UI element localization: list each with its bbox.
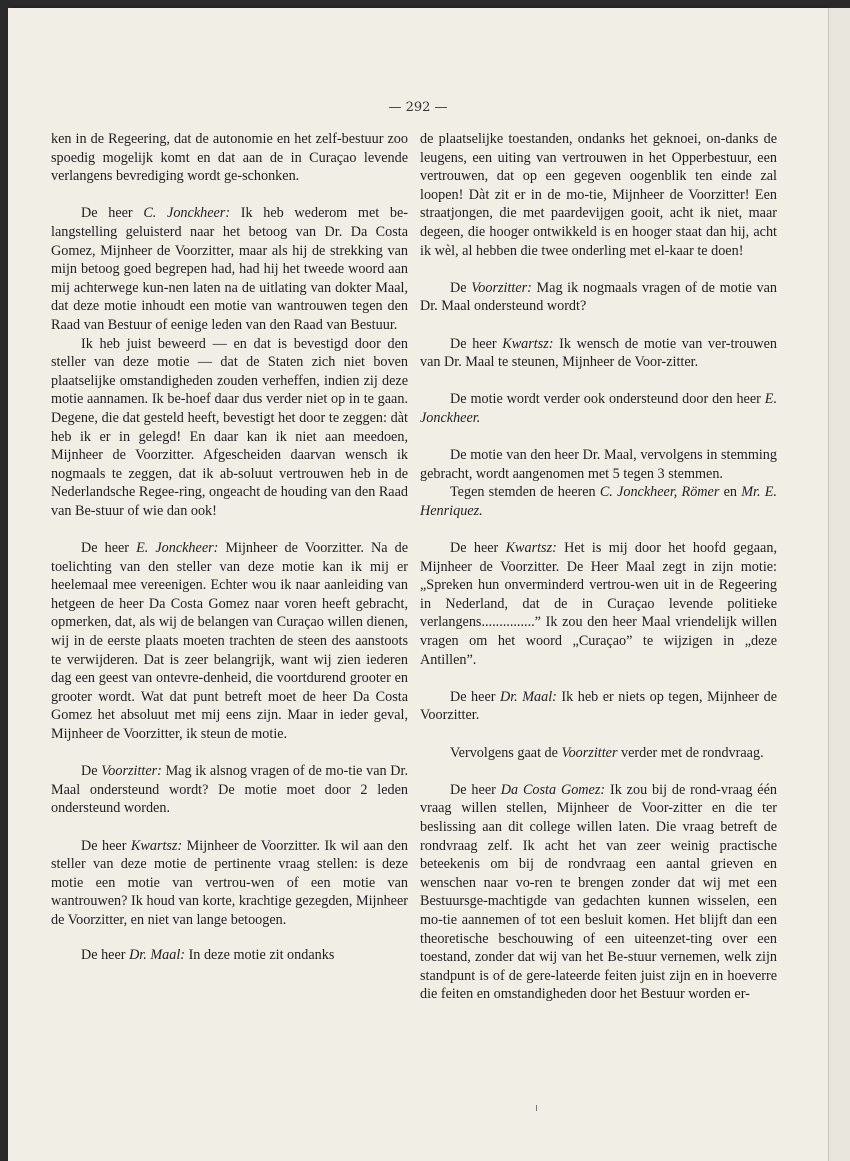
paragraph: De heer Dr. Maal: Ik heb er niets op tegen, Mijnheer de Voorzitter. — [420, 688, 777, 724]
speaker-name: Kwartsz: — [505, 540, 557, 557]
paragraph: De motie van den heer Dr. Maal, vervolgens in stemming gebracht, wordt aangenomen met 5 tegen 3 stemmen. — [420, 447, 777, 482]
speaker-name: C. Jonckheer, Römer — [599, 484, 720, 501]
scan-speck — [536, 1105, 537, 1111]
speaker-name: Dr. Maal: — [129, 946, 186, 963]
paragraph: De Voorzitter: Mag ik nogmaals vragen of de motie van Dr. Maal ondersteund wordt? — [420, 279, 777, 315]
right-column — [420, 130, 777, 1004]
page-number: — 292 — — [388, 100, 448, 115]
paragraph: De heer Dr. Maal: In deze motie zit ondanks — [81, 946, 335, 963]
speaker-name: Mr. E. Henriquez. — [420, 484, 777, 519]
speaker-name: Kwartsz: — [130, 837, 183, 854]
next-page-edge — [828, 8, 850, 1161]
speaker-name: E. Jonckheer: — [136, 540, 219, 557]
paragraph: De heer Kwartsz: Mijnheer de Voorzitter. Ik wil aan den steller van deze motie de pertinente vraag stellen: is deze motie een motie van vertrou-wen of een motie van wantrouwen? Ik houd van korte, krachtige gezegden, Mijnheer de Voorzitter, en niet van lange betoogen. — [51, 837, 408, 928]
speaker-name: Kwartsz: — [502, 335, 554, 352]
paragraph: ken in de Regeering, dat de autonomie en het zelf-bestuur zoo spoedig mogelijk komt en dat aan de in Curaçao levende verlangens bevrediging wordt ge-schonken. — [51, 131, 408, 185]
speaker-name: Da Costa Gomez: — [500, 781, 606, 798]
paragraph: De heer Da Costa Gomez: Ik zou bij de rond-vraag één vraag willen stellen, Mijnheer de Voor-zitter en die ter beslissing aan dit college willen laten. Die vraag betreft de rondvraag zelf. Ik acht het van zeer weinig practische beteekenis om bij de rondvraag een aantal grieven en wenschen naar vo-ren te brengen zonder dat wij met een Bestuursge-machtigde van gedachten kunnen wisselen, een mo-tie aannemen of tot een besluit komen. Het blijft dan een theoretische beschouwing of een uiteenzet-ting over een toestand, zonder dat wij van het Be-stuur vernemen, welk zijn standpunt is of de gere-lateerde feiten juist zijn en in hoeverre die feiten en omstandigheden door het Bestuur worden er- — [420, 781, 777, 1003]
speaker-name: E. Jonckheer. — [420, 391, 777, 426]
speaker-name: Voorzitter: — [101, 763, 162, 780]
speaker-name: Voorzitter: — [471, 279, 532, 296]
paragraph: Tegen stemden de heeren C. Jonckheer, Römer en Mr. E. Henriquez. — [420, 484, 777, 519]
paragraph: De Voorzitter: Mag ik alsnog vragen of de mo-tie van Dr. Maal ondersteund wordt? De motie moet door 2 leden ondersteund worden. — [51, 763, 408, 817]
document-page — [8, 8, 828, 1161]
paragraph: De motie wordt verder ook ondersteund door den heer E. Jonckheer. — [420, 391, 777, 426]
paragraph: Vervolgens gaat de Voorzitter verder met de rondvraag. — [450, 744, 764, 761]
paragraph: Ik heb juist beweerd — en dat is bevestigd door den steller van deze motie — dat de Staten zich niet boven plaatselijke omstandigheden zouden verheffen, indien zij deze motie aannamen. Ik be-hoef daar dus verder niet op in te gaan. Degene, die dat gesteld heeft, bevestigt het door te zeggen: dàt heb ik er in gelegd! En daar kan ik niet aan meedoen, Mijnheer de Voorzitter. Afgescheiden daarvan wensch ik nogmaals te zeggen, dat ik ab-soluut vertrouwen heb in de Nederlandsche Regee-ring, ongeacht de houding van den Raad van Be-stuur of wie dan ook! — [51, 335, 408, 519]
speaker-name: Dr. Maal: — [499, 688, 557, 705]
paragraph: De heer Kwartsz: Ik wensch de motie van ver-trouwen van Dr. Maal te steunen, Mijnheer de Voor-zitter. — [420, 335, 777, 371]
speaker-name: Voorzitter — [561, 744, 618, 761]
paragraph: de plaatselijke toestanden, ondanks het geknoei, on-danks de leugens, een uiting van vertrouwen in het Opperbestuur, een vertrouwen, dat op een gegeven oogenblik ten einde zal loopen! Dàt zit er in de mo-tie, Mijnheer de Voorzitter! Een straatjongen, die met paardevijgen gooit, acht ik niet, maar degeen, die hooger ontwikkeld is en hooger staat dan hij, acht ik wèl, al hebben die twee onderling met el-kaar te doen! — [420, 131, 777, 259]
speaker-name: C. Jonckheer: — [143, 205, 231, 222]
paragraph: De heer C. Jonckheer: Ik heb wederom met be-langstelling geluisterd naar het betoog van Dr. Da Costa Gomez, Mijnheer de Voorzitter, maar als hij de strekking van mijn betoog goed begrepen had, had hij het tweede woord aan mij achterwege kun-nen laten na de uitlating van dokter Maal, dat deze motie inhoudt een motie van wantrouwen tegen den Raad van Bestuur of eenige leden van den Raad van Bestuur. — [51, 205, 408, 333]
paragraph: De heer Kwartsz: Het is mij door het hoofd gegaan, Mijnheer de Voorzitter. De Heer Maal zegt in zijn motie: „Spreken hun onverminderd vertrou-wen uit in de Regeering in Nederland, dat de in Curaçao levende politieke verlangens...............” Ik zou den heer Maal vriendelijk willen vragen om het woord „Curaçao” te wijzigen in „deze Antillen”. — [420, 540, 777, 668]
left-column — [51, 130, 408, 964]
paragraph: De heer E. Jonckheer: Mijnheer de Voorzitter. Na de toelichting van den steller van deze motie kan ik mij er heelemaal mee vereenigen. Echter wou ik naar aanleiding van hetgeen de heer Da Costa Gomez naar voren heeft gebracht, opmerken, dat, als wij de belangen van Curaçao willen dienen, wij in de eerste plaats moeten trachten de steen des aanstoots te verwijderen. Dat is zeer belangrijk, want wij zien iederen dag een geest van ontevre-denheid, die voortdurend grooter en grooter wordt. Wat dat punt betreft moet de heer Da Costa Gomez het absoluut met mij eens zijn. Maar in ieder geval, Mijnheer de Voorzitter, ik steun de motie. — [51, 540, 408, 742]
